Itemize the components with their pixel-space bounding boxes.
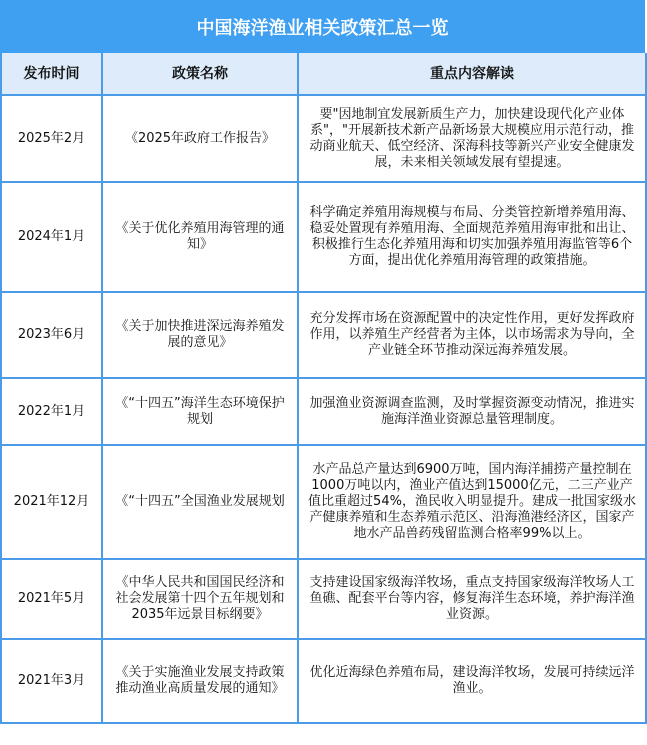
cell-content: 要"因地制宜发展新质生产力，加快建设现代化产业体系"，"开展新技术新产品新场景大规模应用示范行动，推动商业航天、低空经济、深海科技等新兴产业安全健康发展，未来相关领域发展有望提速。 xyxy=(298,95,646,182)
cell-content: 支持建设国家级海洋牧场，重点支持国家级海洋牧场人工鱼礁、配套平台等内容，修复海洋生态环境，养护海洋渔业资源。 xyxy=(298,559,646,639)
table-title: 中国海洋渔业相关政策汇总一览 xyxy=(0,0,645,53)
cell-content: 加强渔业资源调查监测，及时掌握资源变动情况，推进实施海洋渔业资源总量管理制度。 xyxy=(298,378,646,445)
table-row xyxy=(1,559,646,639)
cell-content: 优化近海绿色养殖布局，建设海洋牧场，发展可持续远洋渔业。 xyxy=(298,639,646,723)
header-key-content: 重点内容解读 xyxy=(298,53,646,95)
cell-date: 2022年1月 xyxy=(1,378,102,445)
table-row xyxy=(1,292,646,378)
cell-date: 2023年6月 xyxy=(1,292,102,378)
cell-date: 2024年1月 xyxy=(1,182,102,292)
cell-policy-name: 《2025年政府工作报告》 xyxy=(102,95,298,182)
cell-date: 2025年2月 xyxy=(1,95,102,182)
cell-date: 2021年12月 xyxy=(1,445,102,559)
cell-date: 2021年3月 xyxy=(1,639,102,723)
policy-table xyxy=(0,53,647,724)
table-row xyxy=(1,445,646,559)
cell-policy-name: 《关于优化养殖用海管理的通知》 xyxy=(102,182,298,292)
table-row xyxy=(1,182,646,292)
header-row xyxy=(1,53,646,95)
cell-content: 水产品总产量达到6900万吨，国内海洋捕捞产量控制在1000万吨以内，渔业产值达到15000亿元，二三产业产值比重超过54%，渔民收入明显提升。建成一批国家级水产健康养殖和生态养殖示范区、沿海渔港经济区，国家产地水产品兽药残留监测合格率99%以上。 xyxy=(298,445,646,559)
table-row xyxy=(1,95,646,182)
cell-policy-name: 《关于实施渔业发展支持政策推动渔业高质量发展的通知》 xyxy=(102,639,298,723)
cell-policy-name: 《“十四五”全国渔业发展规划 xyxy=(102,445,298,559)
cell-policy-name: 《关于加快推进深远海养殖发展的意见》 xyxy=(102,292,298,378)
cell-date: 2021年5月 xyxy=(1,559,102,639)
table-row xyxy=(1,639,646,723)
cell-policy-name: 《中华人民共和国国民经济和社会发展第十四个五年规划和2035年远景目标纲要》 xyxy=(102,559,298,639)
cell-policy-name: 《“十四五”海洋生态环境保护规划 xyxy=(102,378,298,445)
table-row xyxy=(1,378,646,445)
header-date: 发布时间 xyxy=(1,53,102,95)
header-policy-name: 政策名称 xyxy=(102,53,298,95)
cell-content: 充分发挥市场在资源配置中的决定性作用，更好发挥政府作用，以养殖生产经营者为主体，以市场需求为导向，全产业链全环节推动深远海养殖发展。 xyxy=(298,292,646,378)
cell-content: 科学确定养殖用海规模与布局、分类管控新增养殖用海、稳妥处置现有养殖用海、全面规范养殖用海审批和出让、积极推行生态化养殖用海和切实加强养殖用海监管等6个方面，提出优化养殖用海管理的政策措施。 xyxy=(298,182,646,292)
